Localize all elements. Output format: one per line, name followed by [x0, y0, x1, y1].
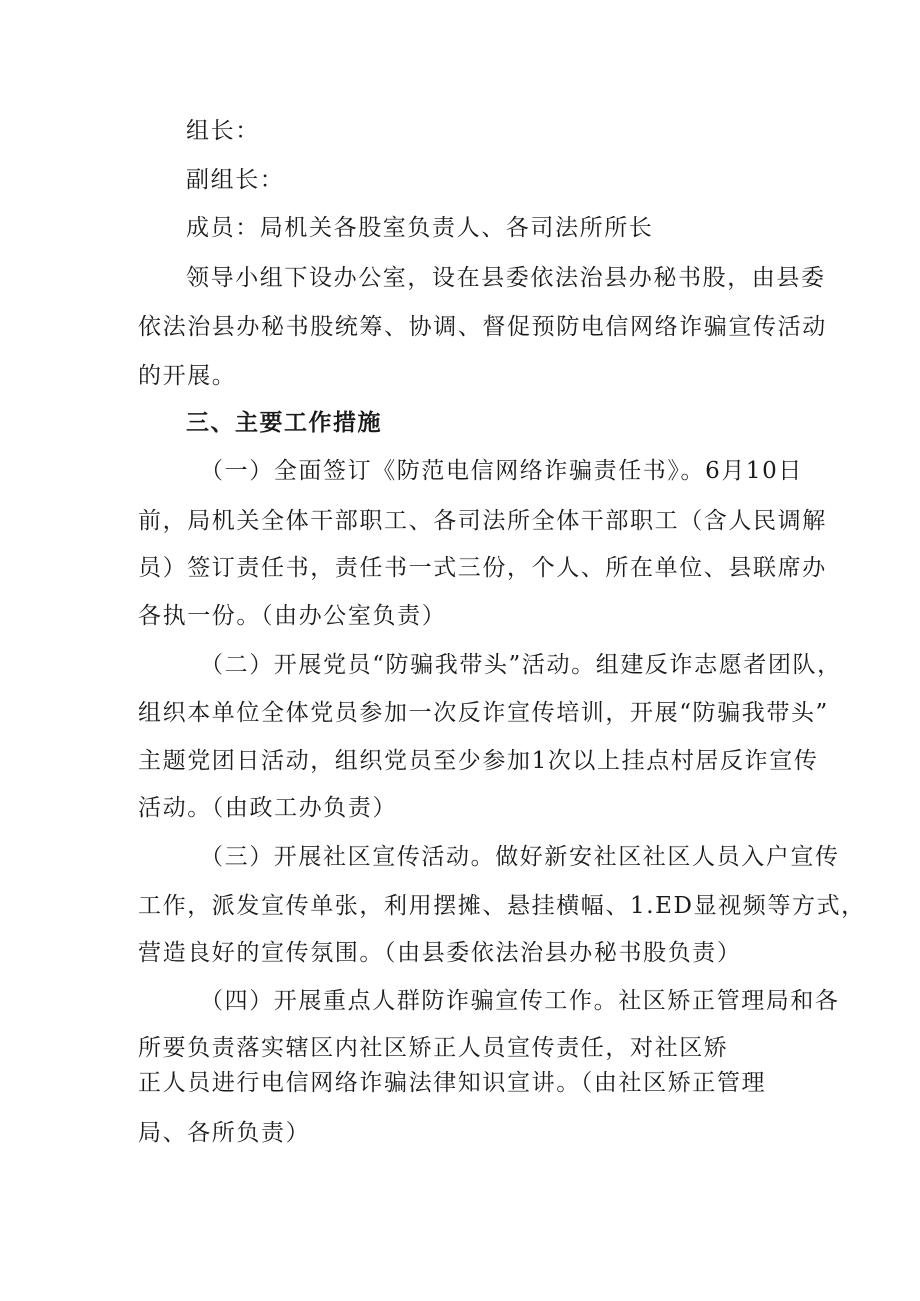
paragraph-line: 组织本单位全体党员参加一次反诈宣传培训，开展“防骗我带头” — [138, 700, 829, 726]
paragraph-line: （二）开展党员“防骗我带头”活动。组建反诈志愿者团队， — [200, 652, 842, 678]
paragraph-line: （四）开展重点人群防诈骗宣传工作。社区矫正管理局和各 — [200, 988, 840, 1014]
section-heading: 三、主要工作措施 — [186, 410, 382, 436]
paragraph-line: 活动。（由政工办负责） — [138, 795, 398, 821]
paragraph-line: 局、各所负责） — [138, 1120, 311, 1146]
members-line: 成员：局机关各股室负责人、各司法所所长 — [186, 215, 654, 241]
paragraph-line: 依法治县办秘书股统筹、协调、督促预防电信网络诈骗宣传活动 — [138, 314, 827, 340]
deputy-leader-line: 副组长： — [186, 167, 285, 193]
paragraph-line: 各执一份。（由办公室负责） — [138, 603, 447, 629]
paragraph-line: 正人员进行电信网络诈骗法律知识宣讲。（由社区矫正管理 — [138, 1070, 767, 1096]
paragraph-line: 营造良好的宣传氛围。（由县委依法治县办秘书股负责） — [138, 940, 742, 966]
paragraph-line: 的开展。 — [138, 363, 237, 389]
paragraph-line: （三）开展社区宣传活动。做好新安社区社区人员入户宣传 — [200, 844, 840, 870]
paragraph-line: 所要负责落实辖区内社区矫正人员宣传责任，对社区矫 — [138, 1035, 729, 1061]
paragraph-line: （一）全面签订《防范电信网络诈骗责任书》。6月10日 — [200, 458, 803, 484]
paragraph-line: 主题党团日活动，组织党员至少参加1次以上挂点村居反诈宣传 — [138, 748, 819, 774]
paragraph-line: 工作，派发宣传单张，利用摆摊、悬挂横幅、1.ED显视频等方式， — [138, 893, 866, 919]
paragraph-line: 前，局机关全体干部职工、各司法所全体干部职工（含人民调解 — [138, 508, 827, 534]
paragraph-line: 员）签订责任书，责任书一式三份，个人、所在单位、县联席办 — [138, 555, 827, 581]
leader-line: 组长： — [186, 118, 260, 144]
paragraph-line: 领导小组下设办公室，设在县委依法治县办秘书股，由县委 — [186, 265, 826, 291]
